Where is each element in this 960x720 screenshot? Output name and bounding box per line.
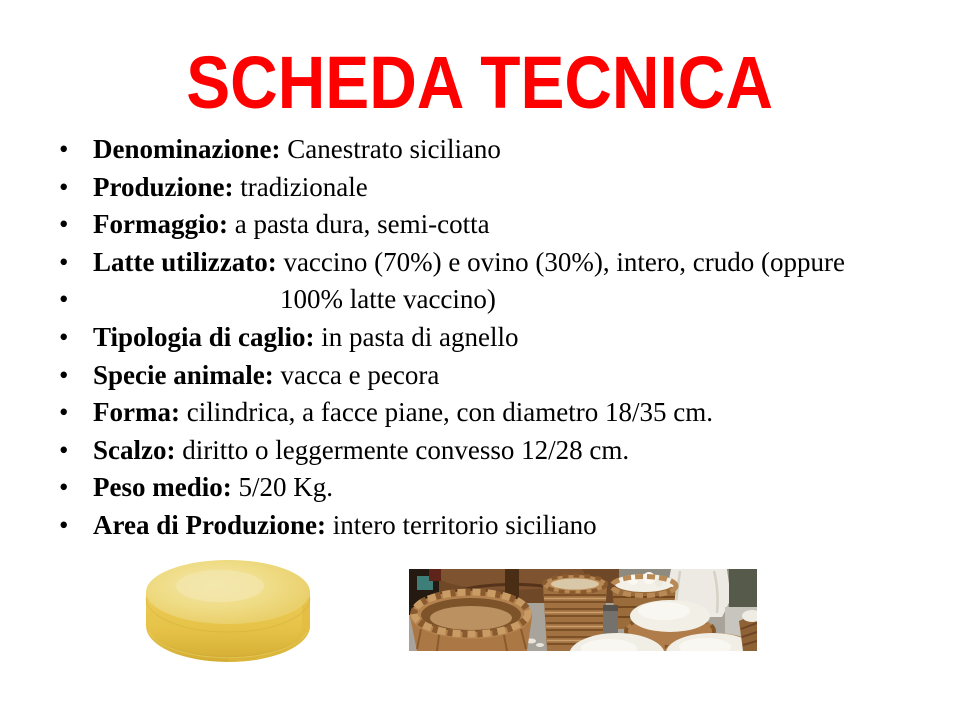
bullet-icon: • xyxy=(59,134,69,164)
bullet-icon: • xyxy=(59,509,69,540)
page-title xyxy=(0,41,960,124)
page-title-text: SCHEDA TECNICA xyxy=(186,41,774,124)
field-label: Denominazione: xyxy=(93,134,281,164)
list-item xyxy=(0,169,960,207)
field-value: diritto o leggermente convesso 12/28 cm. xyxy=(175,434,630,465)
list-item xyxy=(0,394,960,432)
bullet-icon: • xyxy=(59,171,69,202)
cheese-baskets-photo xyxy=(409,569,757,651)
list-item xyxy=(0,469,960,507)
list-item xyxy=(0,319,960,357)
field-label: Peso medio: xyxy=(93,472,232,503)
field-value: vaccino (70%) e ovino (30%), intero, crudo (oppure xyxy=(276,246,845,277)
bullet-icon: • xyxy=(59,209,69,240)
list-item xyxy=(0,507,960,545)
list-item xyxy=(0,357,960,395)
field-value: 5/20 Kg. xyxy=(231,472,333,503)
shallow-basket xyxy=(410,591,532,651)
field-label: Latte utilizzato: xyxy=(93,246,277,277)
field-label: Forma: xyxy=(93,397,180,428)
field-label: Produzione: xyxy=(93,171,234,202)
list-item xyxy=(0,244,960,282)
list-item-continuation xyxy=(0,281,960,319)
cheese-wheel-photo xyxy=(144,554,312,664)
list-item xyxy=(0,131,960,169)
spec-list xyxy=(0,131,960,545)
field-value: Canestrato siciliano xyxy=(280,134,501,164)
field-value: tradizionale xyxy=(233,171,368,202)
field-value: cilindrica, a facce piane, con diametro 18/35 cm. xyxy=(179,397,713,428)
list-item xyxy=(0,206,960,244)
field-label: Tipologia di caglio: xyxy=(93,321,315,352)
bullet-icon: • xyxy=(59,472,69,503)
bullet-icon: • xyxy=(59,284,69,315)
field-label: Scalzo: xyxy=(93,434,176,465)
bullet-icon: • xyxy=(59,246,69,277)
bullet-icon: • xyxy=(59,359,69,390)
list-item xyxy=(0,432,960,470)
field-value: a pasta dura, semi-cotta xyxy=(227,209,490,240)
field-label: Area di Produzione: xyxy=(93,509,326,540)
field-value: vacca e pecora xyxy=(273,359,440,390)
bullet-icon: • xyxy=(59,434,69,465)
bullet-icon: • xyxy=(59,397,69,428)
bullet-icon: • xyxy=(59,321,69,352)
field-value: in pasta di agnello xyxy=(314,321,519,352)
field-value: 100% latte vaccino) xyxy=(280,284,496,315)
field-label: Specie animale: xyxy=(93,359,274,390)
field-label: Formaggio: xyxy=(93,209,228,240)
field-value: intero territorio siciliano xyxy=(326,509,597,540)
